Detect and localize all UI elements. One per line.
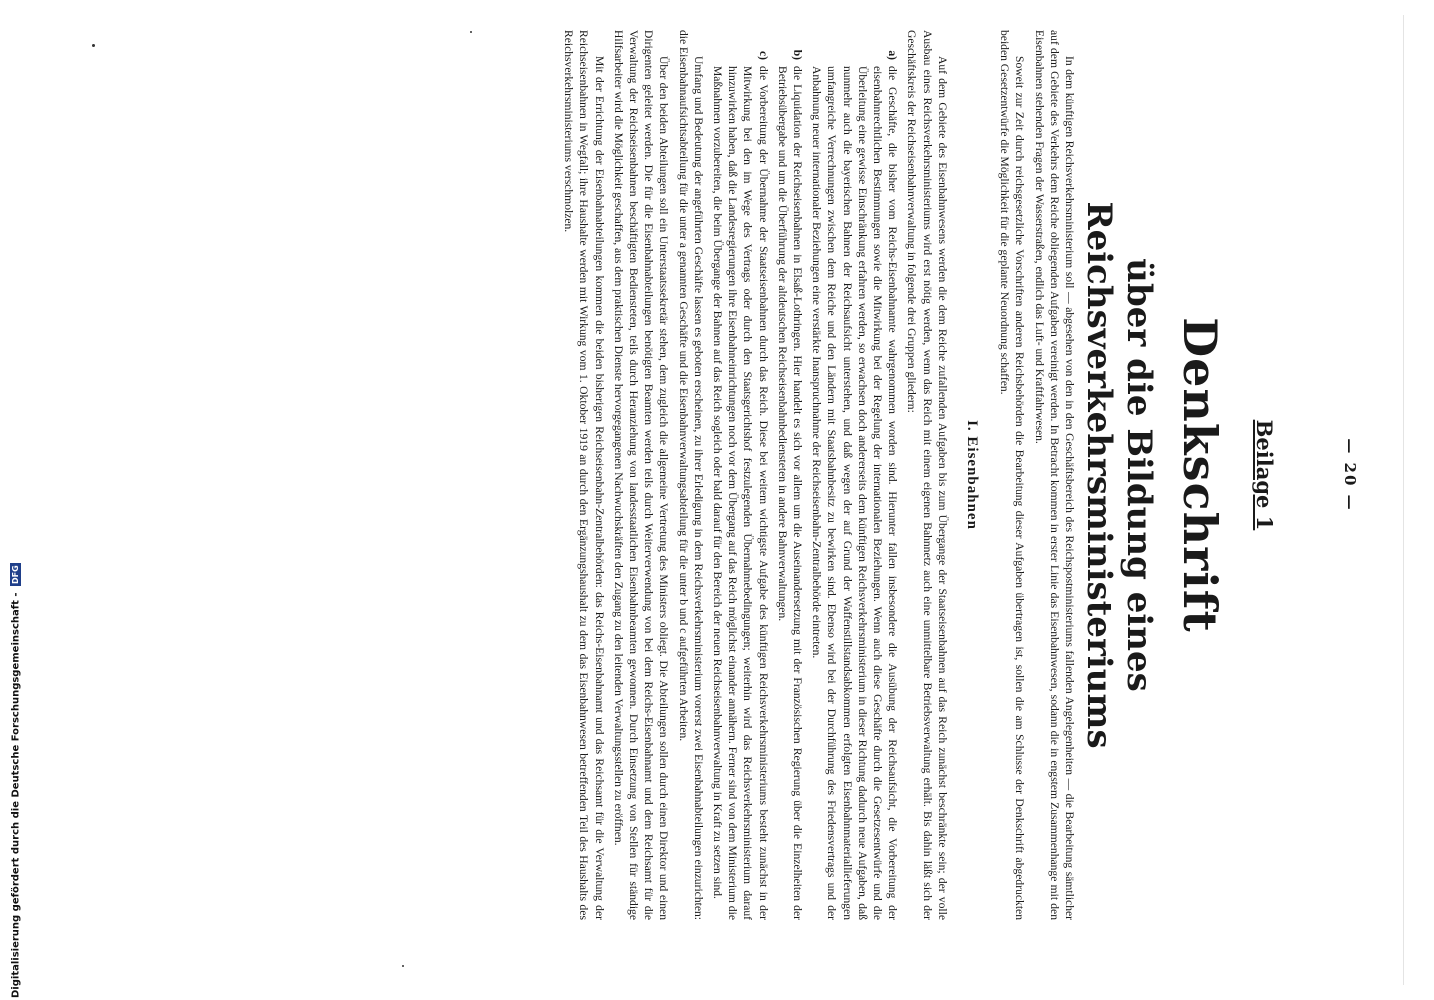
body-paragraph: Umfang und Bedeutung der angeführten Geschäfte lassen es geboten erscheinen, zu ihrer Erledigung in dem Reichsverkehrsministerium vorerst zwei Eisenbahnabteilungen einzurichten: die Eisenbahnaufsichtsabteilung für die unter a genannten Geschäfte und die Eisenbahnverwaltungsabteilung für die unter b und c aufgeführten Arbeiten. (676, 30, 705, 920)
intro-paragraph: In dem künftigen Reichsverkehrsministerium soll — abgesehen von den in den Geschäftsbereich des Reichspostministeriums fallenden Angelegenheiten — die Bearbeitung sämtlicher auf dem Gebiete des Verkehrs dem Reiche obliegenden Aufgaben vereinigt werden. In Betracht kommen in erster Linie das Eisenbahnwesen, sodann die in engstem Zusammenhange mit den Eisenbahnen stehenden Fragen der Wasserstraßen, endlich das Luft- und Kraftfahrwesen. (1032, 30, 1076, 920)
page-edge-line (1403, 15, 1404, 985)
list-marker: b) (790, 49, 804, 60)
scan-speck (92, 44, 95, 47)
document-page (57, 10, 1377, 940)
document-body (557, 30, 1077, 920)
document-subtitle: über die Bildung eines Reichsverkehrsministeriums (1079, 201, 1159, 749)
body-paragraph: Über den beiden Abteilungen soll ein Unterstaatssekretär stehen, dem zugleich die allgemeine Vertretung des Ministers obliegt. Die Abteilungen sollen durch einen Direktor und einen Dirigenten geleitet werden. Die für die Eisenbahnabteilungen benötigten Beamten werden teils durch Weiterverwendung von bei dem Reichs-Eisenbahnamt und dem Reichsamt für die Verwaltung der Reichseisenbahnen beschäftigten Bediensteten, teils durch Heranziehung von landesstaatlichen Eisenbahnbeamten gewonnen. Durch Einsetzung von Stellen für ständige Hilfsarbeiter wird die Möglichkeit geschaffen, aus dem praktischen Dienste hervorgegangenen Nachwuchskräften den Zugang zu den leitenden Verwaltungsstellen zu eröffnen. (611, 30, 671, 920)
digitization-credit-text: Digitalisierung gefördert durch die Deutsche Forschungsgemeinschaft - (10, 592, 22, 998)
list-item (809, 30, 900, 920)
dfg-logo: DFG (11, 565, 20, 584)
scan-speck (470, 31, 472, 33)
list-item-text: die Geschäfte, die bisher vom Reichs-Eisenbahnamte wahrgenommen worden sind. Hierunter fallen insbesondere die Ausübung der Reichsaufsicht, die Vorbereitung der eisenbahnrechtlichen Bestimmungen sowie die Mitwirkung bei der Regelung der internationalen Beziehungen. Wenn auch diese Geschäfte durch die Gesetzesentwürfe und die Überleitung eine gewisse Einschränkung erfahren werden, so erwachsen doch andererseits dem künftigen Reichsverkehrsministerium in dieser Richtung dadurch neue Aufgaben, daß nunmehr auch die bayerischen Bahnen der Reichsaufsicht unterstehen, und daß wegen der auf Grund der Waffenstillstandsabkommen erfolgten Eisenbahnmateriallieferungen umfangreiche Verrechnungen zwischen dem Reiche und den Ländern mit Staatsbahnbesitz zu bewirken sind. Ebenso wird bei der Durchführung des Friedensvertrags und der Anbahnung neuer internationaler Beziehungen eine verstärkte Inanspruchnahme der Reichseisenbahn-Zentralbehörde eintreten. (810, 66, 900, 920)
section-intro-paragraph: Auf dem Gebiete des Eisenbahnwesens werden die dem Reiche zufallenden Aufgaben bis zum Übergange der Staatseisenbahnen auf das Reich zunächst beschränkte sein; der volle Ausbau eines Reichsverkehrsministeriums wird erst nötig werden, wenn das Reich mit einem eigenen Bahnnetz auch eine unmittelbare Betriebsverwaltung erhält. Bis dahin läßt sich der Geschäftskreis der Reichseisenbahnverwaltung in folgende drei Gruppen gliedern: (905, 30, 949, 920)
body-paragraph: Mit der Errichtung der Eisenbahnabteilungen kommen die beiden bisherigen Reichseisenbahn-Zentralbehörden: das Reichs-Eisenbahnamt und das Reichsamt für die Verwaltung der Reichseisenbahnen in Wegfall; ihre Haushalte werden mit Wirkung vom 1. Oktober 1919 an durch den Ergänzungshaushalt zu dem das Eisenbahnwesen betreffenden Teil des Haushalts des Reichsverkehrsministeriums verschmolzen. (562, 30, 606, 920)
scan-speck (402, 965, 404, 967)
digitization-credit (10, 563, 22, 998)
list-item (710, 30, 771, 920)
document-title: Denkschrift (1173, 317, 1227, 633)
appendix-label: Beilage 1 (1252, 419, 1277, 531)
intro-paragraph: Soweit zur Zeit durch reichsgesetzliche Vorschriften anderen Reichsbehörden die Bearbeitung dieser Aufgaben übertragen ist, sollen die am Schlusse der Denkschrift abgedruckten beiden Gesetzentwürfe die Möglichkeit für die geplante Neuordnung schaffen. (998, 30, 1027, 920)
list-item-text: die Vorbereitung der Übernahme der Staatseisenbahnen durch das Reich. Diese bei weitem wichtigste Aufgabe des künftigen Reichsverkehrsministeriums besteht zunächst in der Mitwirkung bei den im Wege des Vertrags oder durch den Staatsgerichtshof festzulegenden Übernahmebedingungen; weiterhin wird das Reichsverkehrsministerium darauf hinzuwirken haben, daß die Landesregierungen ihre Eisenbahneinrichtungen noch vor dem Übergang auf das Reich möglichst einander annähern. Ferner sind von dem Ministerium die Maßnahmen vorzubereiten, die beim Übergange der Bahnen auf das Reich sogleich oder bald darauf für den Bereich der neuen Reichseisenbahnverwaltung in Kraft zu setzen sind. (710, 66, 770, 920)
list-item (775, 30, 805, 920)
list-marker: a) (886, 50, 900, 60)
section-heading: I. Eisenbahnen (963, 420, 980, 530)
list-item-text: die Liquidation der Reichseisenbahnen in Elsaß-Lothringen. Hier handelt es sich vor allem um die Auseinandersetzung mit der Französischen Regierung über die Einzelheiten der Betriebsübergabe und um die Überführung der altdeutschen Reichseisenbahnbediensteten in andere Bahnverwaltungen. (775, 66, 804, 920)
list-marker: c) (756, 50, 770, 60)
page-number: — 20 — (1341, 438, 1359, 512)
